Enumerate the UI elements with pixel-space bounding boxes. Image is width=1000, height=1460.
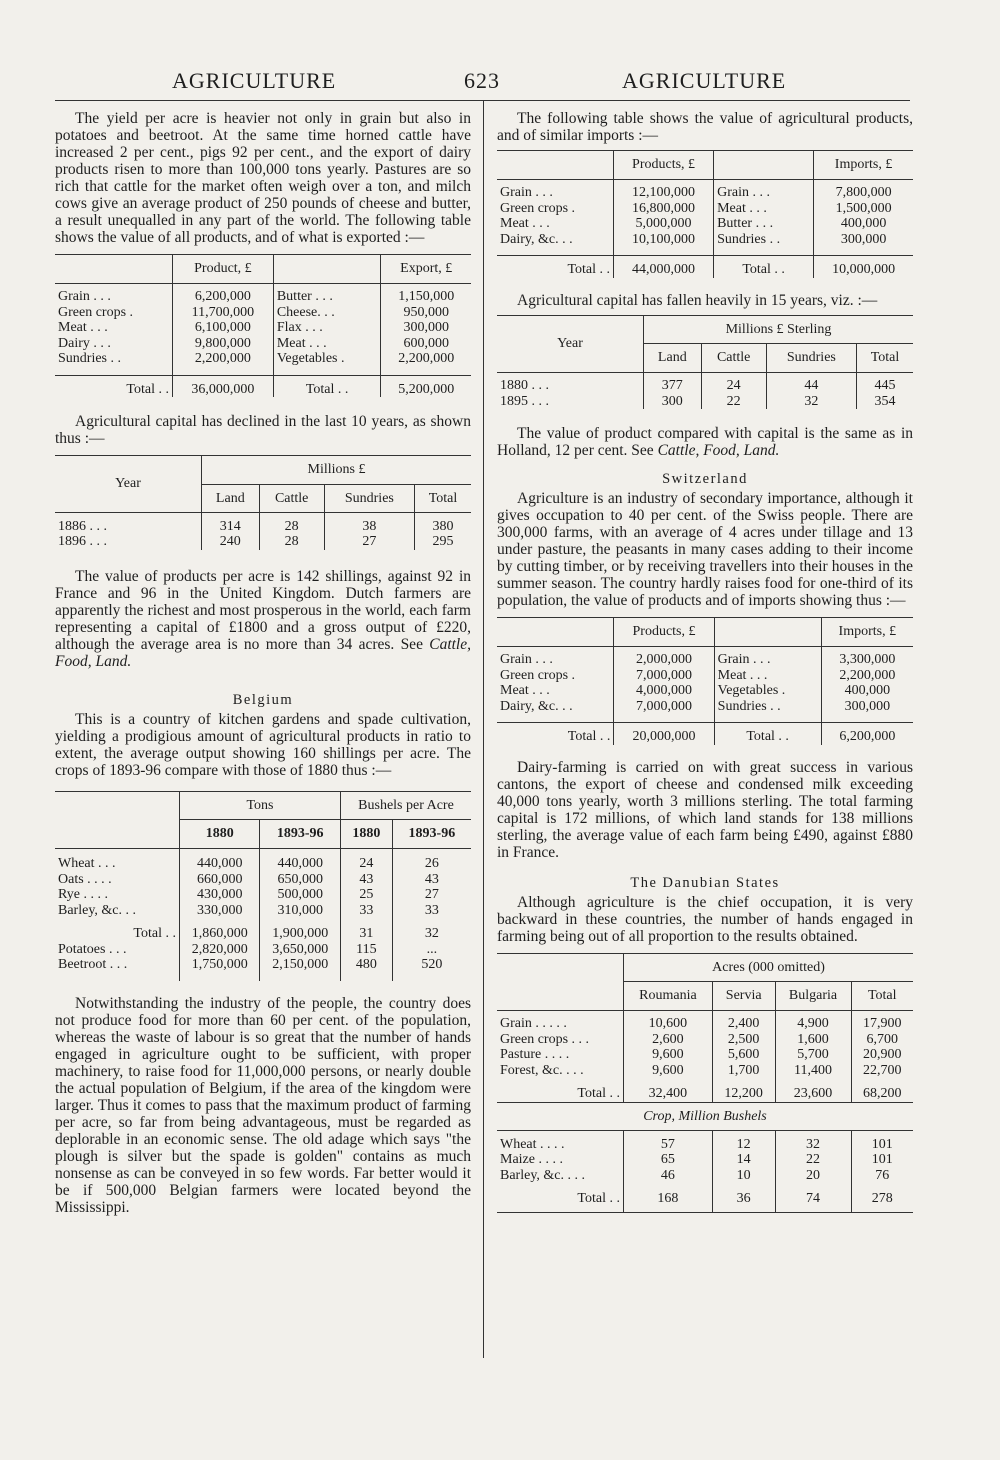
belgium-crops-table: Tons Bushels per Acre 1880 1893-96 1880 1893-96 Wheat . . . 440,000 440,000 24 26 Oats . . . . 660,000 650,000 43 43 Rye . . . . 430,000 500,000 25 27 Barley, &c. . . 330,000 310,000 33 33 Total . . 1,860,000 1,900,000 31 32 Potatoes . . . 2,820,000 3,650,000 115 ... Beetroot . . . 1,750,000 2,150,000 480 520 xyxy=(55,791,471,981)
section-heading-switzerland: Switzerland xyxy=(662,471,748,487)
danubian-acres-table: Acres (000 omitted) Roumania Servia Bulgaria Total Grain . . . . . 10,600 2,400 4,900 17,900 Green crops . . . 2,600 2,500 1,600 6,700 Pasture . . . . 9,600 5,600 5,700 20,900 Forest, &c. . . . 9,600 1,700 11,400 22,700 Total . . 32,400 12,200 23,600 68,200 Crop, Million Bushels Wheat . . . . 57 12 32 101 Maize . . . . 65 14 22 101 Barley, &c. . . . 46 10 20 76 Total . . 168 36 74 278 xyxy=(497,953,913,1214)
total-row: Total . . 20,000,000 Total . . 6,200,000 xyxy=(497,723,913,745)
table-row: Sundries . . 2,200,000 Vegetables . 2,200,000 xyxy=(55,351,471,367)
holland-capital-table: Year Millions £ Land Cattle Sundries Total 1886 . . . 314 28 38 380 1896 . . . 240 28 27 295 xyxy=(55,455,471,550)
paragraph: The following table shows the value of agricultural products, and of similar imports :— xyxy=(497,110,913,144)
table-row: Wheat . . . 440,000 440,000 24 26 xyxy=(55,856,471,872)
table-row: Green crops . . . 2,600 2,500 1,600 6,700 xyxy=(497,1032,913,1048)
table-row: Oats . . . . 660,000 650,000 43 43 xyxy=(55,872,471,888)
table-row: Grain . . . 2,000,000 Grain . . . 3,300,000 xyxy=(497,652,913,668)
table-row: Dairy . . . 9,800,000 Meat . . . 600,000 xyxy=(55,336,471,352)
paragraph: Agriculture is an industry of secondary importance, although it gives occupation to 40 per cent. of the Swiss people. There are 300,000 farms, with an average of 4 acres under tillage and 13 under pasture, the peasants in many cases adding to their income by cutting timber, or by receiving travellers into their houses in the summer season. The country hardly raises food for one-third of its population, the value of products and of imports showing thus :— xyxy=(497,490,913,609)
page-number: 623 xyxy=(464,68,500,93)
table-row: Green crops . 11,700,000 Cheese. . . 950,000 xyxy=(55,305,471,321)
running-head-left: AGRICULTURE xyxy=(172,68,337,93)
table-row: 1896 . . . 240 28 27 295 xyxy=(55,534,471,550)
table-row: Dairy, &c. . . 7,000,000 Sundries . . 300,000 xyxy=(497,699,913,715)
swiss-products-table: Products, £ Imports, £ Grain . . . 2,000,000 Grain . . . 3,300,000 Green crops . 7,000,000 Meat . . . 2,200,000 Meat . . . 4,000,000 Vegetables . 400,000 Dairy, &c. . . 7,000,000 Sundries . . 300,000 Total . . 20,000,000 Total . . 6,200,000 xyxy=(497,617,913,745)
holland-imports-table: Products, £ Imports, £ Grain . . . 12,100,000 Grain . . . 7,800,000 Green crops . 16,800,000 Meat . . . 1,500,000 Meat . . . 5,000,000 Butter . . . 400,000 Dairy, &c. . . 10,100,000 Sundries . . 300,000 Total . . 44,000,000 Total . . 10,000,000 xyxy=(497,150,913,278)
table-row: Maize . . . . 65 14 22 101 xyxy=(497,1152,913,1168)
holland-products-table xyxy=(55,254,471,397)
paragraph: The value of product compared with capital is the same as in Holland, 12 per cent. See Cattle, Food, Land. xyxy=(497,425,913,459)
section-heading-danubian: The Danubian States xyxy=(630,874,780,891)
paragraph: Notwithstanding the industry of the people, the country does not produce food for more than 60 per cent. of the population, whereas the waste of labour is so great that the number of hands engaged in agriculture ought to be sufficient, with proper machinery, to raise food for 11,000,000 persons, or nearly double the actual population of Belgium, if the area of the kingdom were larger. Thus it comes to pass that the maximum product of farming per acre, so far from being advantageous, must be regarded as deplorable in an economic sense. The old adage which says "the plough is silver but the spade is golden" contains as much nonsense as can be conveyed in so few words. Far better would it be if 500,000 Belgian farmers were located beyond the Mississippi. xyxy=(55,994,471,1216)
col-header: Export, £ xyxy=(381,255,471,284)
table-row: Rye . . . . 430,000 500,000 25 27 xyxy=(55,887,471,903)
table-row: Beetroot . . . 1,750,000 2,150,000 480 520 xyxy=(55,957,471,973)
table-row: Green crops . 7,000,000 Meat . . . 2,200,000 xyxy=(497,668,913,684)
right-column xyxy=(497,110,913,1217)
total-row: Total . . 36,000,000 Total . . 5,200,000 xyxy=(55,375,471,397)
table-row: Green crops . 16,800,000 Meat . . . 1,500,000 xyxy=(497,201,913,217)
table-row: Grain . . . . . 10,600 2,400 4,900 17,900 xyxy=(497,1016,913,1032)
paragraph: Dairy-farming is carried on with great success in various cantons, the export of cheese and condensed milk exceeding 40,000 tons yearly, worth 3 millions sterling. The total farming capital is 172 millions, of which land stands for 138 millions sterling, the average value of each farm being £490, against £880 in France. xyxy=(497,758,913,861)
running-head-right: AGRICULTURE xyxy=(622,68,787,93)
col-header: Product, £ xyxy=(172,255,273,284)
column-divider xyxy=(483,100,484,1358)
table-row: Grain . . . 12,100,000 Grain . . . 7,800,000 xyxy=(497,185,913,201)
table-row: Barley, &c. . . 330,000 310,000 33 33 xyxy=(55,903,471,919)
paragraph: The value of products per acre is 142 shillings, against 92 in France and 96 in the United Kingdom. Dutch farmers are apparently the richest and most prosperous in the world, each farm representing a capital of £1800 and a gross output of £220, although the average area is no more than 34 acres. See Cattle, Food, Land. xyxy=(55,567,471,670)
table-row: Meat . . . 6,100,000 Flax . . . 300,000 xyxy=(55,320,471,336)
total-row: Total . . 44,000,000 Total . . 10,000,000 xyxy=(497,256,913,278)
paragraph: The yield per acre is heavier not only in grain but also in potatoes and beetroot. At the same time horned cattle have increased 2 per cent., pigs 92 per cent., and the export of dairy products risen to more than 100,000 tons yearly. Pastures are so rich that cattle for the market often weigh over a ton, and milch cows give an average product of 250 pounds of cheese and butter, a result unequalled in any part of the world. The following table shows the value of all products, and of what is exported :— xyxy=(55,110,471,246)
table-row: Meat . . . 5,000,000 Butter . . . 400,000 xyxy=(497,216,913,232)
paragraph: Agricultural capital has declined in the last 10 years, as shown thus :— xyxy=(55,413,471,447)
table-row: Potatoes . . . 2,820,000 3,650,000 115 ... xyxy=(55,942,471,958)
total-row: Total . . 32,400 12,200 23,600 68,200 xyxy=(497,1086,913,1102)
paragraph: This is a country of kitchen gardens and spade cultivation, yielding a prodigious amount of agricultural products in ratio to extent, the average output showing 160 shillings per acre. The crops of 1893-96 compare with those of 1880 thus :— xyxy=(55,710,471,779)
capital-fall-table: Year Millions £ Sterling Land Cattle Sundries Total 1880 . . . 377 24 44 445 1895 . . . 300 22 32 354 xyxy=(497,315,913,410)
table-row: 1880 . . . 377 24 44 445 xyxy=(497,378,913,394)
paragraph: Agricultural capital has fallen heavily in 15 years, viz. :— xyxy=(517,291,878,309)
table-row: 1886 . . . 314 28 38 380 xyxy=(55,519,471,535)
table-row: Barley, &c. . . . 46 10 20 76 xyxy=(497,1168,913,1184)
table-row: Pasture . . . . 9,600 5,600 5,700 20,900 xyxy=(497,1047,913,1063)
table-row: 1895 . . . 300 22 32 354 xyxy=(497,394,913,410)
paragraph: Although agriculture is the chief occupation, it is very backward in these countries, the number of hands engaged in farming being out of all proportion to the results obtained. xyxy=(497,893,913,945)
section-heading-belgium: Belgium xyxy=(232,691,294,708)
table-row: Meat . . . 4,000,000 Vegetables . 400,000 xyxy=(497,683,913,699)
table-row: Grain . . . 6,200,000 Butter . . . 1,150,000 xyxy=(55,289,471,305)
total-row: Total . . 168 36 74 278 xyxy=(497,1191,913,1207)
crop-subtitle: Crop, Million Bushels xyxy=(497,1102,913,1131)
table-row: Forest, &c. . . . 9,600 1,700 11,400 22,700 xyxy=(497,1063,913,1079)
table-row: Dairy, &c. . . 10,100,000 Sundries . . 300,000 xyxy=(497,232,913,248)
table-row: Wheat . . . . 57 12 32 101 xyxy=(497,1137,913,1153)
total-row: Total . . 1,860,000 1,900,000 31 32 xyxy=(55,926,471,942)
left-column xyxy=(55,110,471,1216)
